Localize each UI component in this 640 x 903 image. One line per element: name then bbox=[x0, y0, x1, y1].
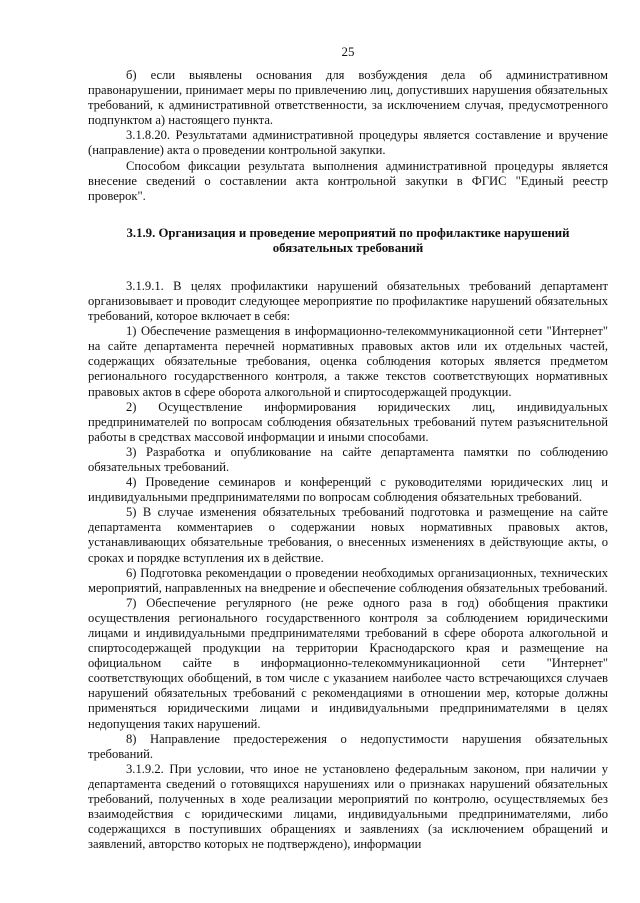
list-item-7: 7) Обеспечение регулярного (не реже одного раза в год) обобщения практики осуществления регионального государственного контроля за соблюдением юридическими лицами и индивидуальными предпринимателями требований в сфере оборота алкогольной и спиртосодержащей продукции на территории Краснодарского края и размещение на официальном сайте в информационно-телекоммуникационной сети "Интернет" соответствующих обобщений, в том числе с указанием наиболее часто встречающихся случаев нарушений обязательных требований с рекомендациями в отношении мер, которые должны применяться юридическими лицами и индивидуальными предпринимателями в целях недопущения таких нарушений. bbox=[88, 595, 608, 731]
paragraph-3-1-9-2: 3.1.9.2. При условии, что иное не установлено федеральным законом, при наличии у департамента сведений о готовящихся нарушениях или о признаках нарушений обязательных требований, полученных в ходе реализации мероприятий по контролю, осуществляемых без взаимодействия с юридическими лицами, индивидуальными предпринимателями, либо содержащихся в поступивших обращениях и заявлениях (за исключением обращений и заявлений, авторство которых не подтверждено), информации bbox=[88, 761, 608, 852]
list-item-4: 4) Проведение семинаров и конференций с руководителями юридических лиц и индивидуальными предпринимателями по вопросам соблюдения обязательных требований. bbox=[88, 475, 608, 505]
list-item-2: 2) Осуществление информирования юридических лиц, индивидуальных предпринимателей по вопросам соблюдения обязательных требований путем разъяснительной работы в средствах массовой информации и иными способами. bbox=[88, 399, 608, 444]
list-item-3: 3) Разработка и опубликование на сайте департамента памятки по соблюдению обязательных требований. bbox=[88, 444, 608, 474]
list-item-8: 8) Направление предостережения о недопустимости нарушения обязательных требований. bbox=[88, 731, 608, 761]
paragraph-subpoint-b: б) если выявлены основания для возбуждения дела об административном правонарушении, принимает меры по привлечению лиц, допустивших нарушения обязательных требований, к административной ответственности, за исключением случая, предусмотренного подпунктом а) настоящего пункта. bbox=[88, 68, 608, 128]
list-item-1: 1) Обеспечение размещения в информационно-телекоммуникационной сети "Интернет" на сайте департамента перечней нормативных правовых актов или их отдельных частей, содержащих обязательные требования, оценка соблюдения которых является предметом регионального государственного контроля, а также текстов соответствующих нормативных правовых актов в сфере оборота алкогольной и спиртосодержащей продукции. bbox=[88, 324, 608, 399]
page-number: 25 bbox=[341, 44, 355, 59]
section-heading-3-1-9: 3.1.9. Организация и проведение мероприятий по профилактике нарушений обязательных требований bbox=[126, 225, 570, 256]
paragraph-3-1-9-1: 3.1.9.1. В целях профилактики нарушений обязательных требований департамент организовывает и проводит следующее мероприятие по профилактике нарушений обязательных требований, которое включает в себя: bbox=[88, 278, 608, 324]
paragraph-fixation-method: Способом фиксации результата выполнения административной процедуры является внесение сведений о составлении акта контрольной закупки в ФГИС "Единый реестр проверок". bbox=[88, 158, 608, 203]
list-item-6: 6) Подготовка рекомендации о проведении необходимых организационных, технических мероприятий, направленных на внедрение и обеспечение соблюдения обязательных требований. bbox=[88, 565, 608, 595]
list-item-5: 5) В случае изменения обязательных требований подготовка и размещение на сайте департамента комментариев о содержании новых нормативных правовых актов, устанавливающих обязательные требования, о внесенных изменениях в действующие акты, о сроках и порядке вступления их в действие. bbox=[88, 505, 608, 565]
document-body bbox=[88, 68, 608, 852]
paragraph-3-1-8-20: 3.1.8.20. Результатами административной процедуры является составление и вручение (направление) акта о проведении контрольной закупки. bbox=[88, 128, 608, 158]
